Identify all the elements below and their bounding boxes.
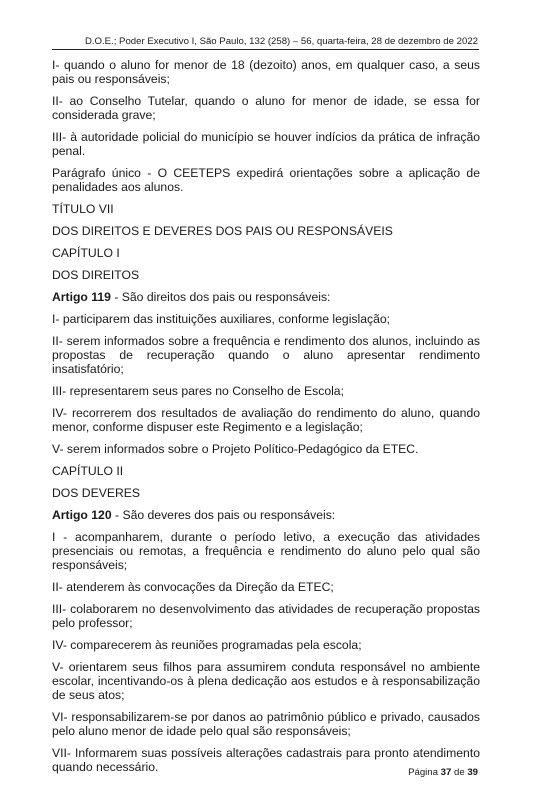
current-page-number: 37 <box>440 767 452 778</box>
chapter-subheading: DOS DEVERES <box>52 486 141 500</box>
duties-item-ii: II- atenderem às convocações da Direção da ETEC; <box>52 580 334 594</box>
duties-item-v: V- orientarem seus filhos para assumirem conduta responsável no ambiente escolar, incentivando-os à plena dedicação aos estudos e à responsabilização de seus atos; <box>52 660 480 702</box>
chapter-heading: CAPÍTULO I <box>52 246 120 260</box>
article-number: Artigo 120 <box>52 508 112 522</box>
header-divider <box>52 49 479 50</box>
paragraph-item-ii: II- ao Conselho Tutelar, quando o aluno for menor de idade, se essa for considerada grave; <box>52 94 480 122</box>
article-number: Artigo 119 <box>52 290 111 304</box>
article-text: - São deveres dos pais ou responsáveis: <box>111 508 336 522</box>
duties-item-i: I - acompanharem, durante o período letivo, a execução das atividades presenciais ou remotas, a frequência e rendimento do aluno pelo qual são responsáveis; <box>52 530 480 572</box>
duties-item-vi: VI- responsabilizarem-se por danos ao patrimônio público e privado, causados pelo aluno menor de idade pelo qual são responsáveis; <box>52 710 480 738</box>
rights-item-iv: IV- recorrerem dos resultados de avaliação do rendimento do aluno, quando menor, conforme dispuser este Regimento e a legislação; <box>52 406 480 434</box>
duties-item-iii: III- colaborarem no desenvolvimento das atividades de recuperação propostas pelo professor; <box>52 602 480 630</box>
paragraph-item-iii: III- à autoridade policial do município se houver indícios da prática de infração penal. <box>52 130 480 158</box>
rights-item-v: V- serem informados sobre o Projeto Político-Pedagógico da ETEC. <box>52 442 419 456</box>
page-separator: de <box>451 767 468 778</box>
article-119 <box>52 290 480 304</box>
article-text: - São direitos dos pais ou responsáveis: <box>110 290 331 304</box>
page-label: Página <box>408 767 441 778</box>
duties-item-vii: VII- Informarem suas possíveis alterações cadastrais para pronto atendimento quando necessário. <box>52 746 480 774</box>
rights-item-ii: II- serem informados sobre a frequência e rendimento dos alunos, incluindo as propostas de recuperação quando o aluno apresentar rendimento insatisfatório; <box>52 334 480 376</box>
page-footer <box>408 767 478 778</box>
rights-item-i: I- participarem das instituições auxiliares, conforme legislação; <box>52 312 391 326</box>
article-120 <box>52 508 480 522</box>
paragraph-item-i: I- quando o aluno for menor de 18 (dezoito) anos, em qualquer caso, a seus pais ou responsáveis; <box>52 58 480 86</box>
chapter-subheading: DOS DIREITOS <box>52 268 140 282</box>
chapter-heading: CAPÍTULO II <box>52 464 124 478</box>
document-body <box>52 58 480 782</box>
title-heading: TÍTULO VII <box>52 202 114 216</box>
duties-item-iv: IV- comparecerem às reuniões programadas pela escola; <box>52 638 362 652</box>
rights-item-iii: III- representarem seus pares no Conselho de Escola; <box>52 384 344 398</box>
paragraph-sole: Parágrafo único - O CEETEPS expedirá orientações sobre a aplicação de penalidades aos alunos. <box>52 166 480 194</box>
title-subheading: DOS DIREITOS E DEVERES DOS PAIS OU RESPONSÁVEIS <box>52 224 393 238</box>
total-pages-number: 39 <box>467 767 478 778</box>
page-header: D.O.E.; Poder Executivo I, São Paulo, 132 (258) – 56, quarta-feira, 28 de dezembro de 2022 <box>84 36 478 47</box>
